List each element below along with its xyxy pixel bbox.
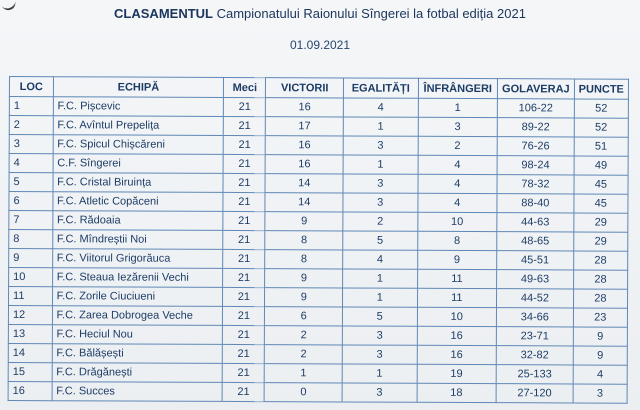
header-infrangeri: ÎNFRÂNGERI [418,78,498,98]
cell-meci: 21 [223,344,265,363]
cell-team: F.C. Drăgănești [52,363,223,383]
cell-victorii: 2 [265,345,343,364]
cell-victorii: 9 [265,269,343,288]
cell-loc: 9 [9,249,53,268]
cell-loc: 11 [8,287,52,306]
cell-egalitati: 3 [343,174,418,193]
cell-team: F.C. Steaua Iezărenii Vechi [52,268,223,288]
table-row [8,381,627,403]
cell-victorii: 8 [265,231,343,250]
cell-golaveraj: 23-71 [496,327,573,346]
cell-team: F.C. Atletic Copăceni [53,192,224,212]
cell-infrangeri: 4 [418,174,498,193]
cell-meci: 21 [223,192,265,211]
cell-meci: 21 [223,325,265,344]
cell-puncte: 45 [574,194,628,213]
cell-golaveraj: 76-26 [497,137,574,156]
cell-puncte: 28 [573,270,627,289]
cell-infrangeri: 18 [417,383,497,402]
cell-puncte: 29 [574,213,628,232]
cell-golaveraj: 49-63 [497,270,574,289]
cell-egalitati: 3 [342,326,417,345]
cell-victorii: 0 [265,383,343,402]
cell-team: F.C. Mîndreștii Noi [52,230,223,250]
cell-egalitati: 3 [342,345,417,364]
cell-puncte: 9 [573,346,627,365]
cell-golaveraj: 48-65 [497,232,574,251]
cell-egalitati: 3 [342,383,417,402]
cell-infrangeri: 3 [418,117,498,136]
cell-team: F.C. Bălășești [52,344,223,364]
cell-loc: 6 [9,192,53,211]
cell-loc: 3 [9,135,53,154]
cell-infrangeri: 9 [417,250,497,269]
cell-golaveraj: 78-32 [497,175,574,194]
header-golaveraj: GOLAVERAJ [497,79,574,99]
cell-infrangeri: 10 [417,212,497,231]
cell-puncte: 28 [573,289,627,308]
cell-puncte: 29 [573,232,627,251]
cell-golaveraj: 44-52 [497,289,574,308]
cell-team: F.C. Viitorul Grigorăuca [52,249,223,269]
cell-puncte: 52 [574,99,628,118]
cell-meci: 21 [223,135,265,154]
header-loc: LOC [9,77,53,97]
cell-loc: 13 [8,324,52,343]
header-meci: Meci [224,77,266,97]
cell-meci: 21 [223,287,265,306]
cell-victorii: 9 [265,212,343,231]
cell-victorii: 14 [265,193,343,212]
cell-loc: 14 [8,343,52,362]
cell-victorii: 16 [266,155,344,174]
cell-egalitati: 4 [343,250,418,269]
cell-egalitati: 5 [343,231,418,250]
cell-infrangeri: 4 [417,193,497,212]
cell-meci: 21 [223,211,265,230]
cell-loc: 2 [9,116,53,135]
cell-loc: 7 [9,211,53,230]
title-bold: CLASAMENTUL [114,6,213,21]
cell-egalitati: 4 [343,98,418,117]
cell-meci: 21 [223,154,265,173]
cell-puncte: 45 [574,175,628,194]
cell-loc: 10 [9,268,53,287]
cell-loc: 16 [8,381,52,400]
cell-egalitati: 3 [343,136,418,155]
cell-victorii: 14 [265,174,343,193]
cell-loc: 8 [9,230,53,249]
cell-meci: 21 [222,363,264,382]
cell-loc: 4 [9,154,53,173]
cell-meci: 21 [223,230,265,249]
cell-victorii: 17 [266,117,344,136]
title-rest: Campionatului Raionului Sîngerei la fotbal ediția 2021 [216,6,526,21]
cell-team: F.C. Succes [52,382,223,402]
cell-infrangeri: 16 [417,345,497,364]
cell-meci: 21 [223,306,265,325]
cell-infrangeri: 1 [418,98,498,117]
cell-victorii: 16 [266,136,344,155]
cell-puncte: 49 [574,156,628,175]
header-row [9,77,628,100]
cell-team: F.C. Zorile Ciuciueni [52,287,223,307]
cell-infrangeri: 11 [417,269,497,288]
cell-puncte: 51 [574,137,628,156]
cell-team: F.C. Pișcevic [53,97,224,117]
cell-egalitati: 1 [342,364,417,383]
cell-golaveraj: 98-24 [497,156,574,175]
cell-team: F.C. Avîntul Prepelița [53,116,224,136]
cell-puncte: 23 [573,308,627,327]
cell-meci: 21 [223,249,265,268]
cell-victorii: 8 [265,250,343,269]
cell-victorii: 6 [265,307,343,326]
cell-meci: 21 [223,173,265,192]
cell-golaveraj: 106-22 [497,99,574,118]
cell-team: F.C. Cristal Biruința [53,173,224,193]
cell-golaveraj: 32-82 [496,346,573,365]
cell-egalitati: 2 [343,212,418,231]
cell-golaveraj: 44-63 [497,213,574,232]
cell-loc: 12 [8,306,52,325]
cell-meci: 21 [222,382,264,401]
document-date: 01.09.2021 [289,38,351,52]
header-victorii: VICTORII [266,78,344,98]
cell-team: F.C. Spicul Chișcăreni [53,135,224,155]
cell-puncte: 4 [573,365,627,384]
cell-golaveraj: 25-133 [496,365,573,384]
cell-puncte: 52 [574,118,628,137]
cell-egalitati: 1 [343,269,418,288]
cell-puncte: 9 [573,327,627,346]
cell-meci: 21 [223,268,265,287]
cell-egalitati: 1 [343,288,418,307]
cell-golaveraj: 27-120 [496,384,573,403]
cell-loc: 1 [9,97,53,116]
cell-team: C.F. Sîngerei [53,154,224,174]
cell-golaveraj: 88-40 [497,194,574,213]
cell-loc: 15 [8,362,52,381]
cell-egalitati: 1 [343,155,418,174]
cell-victorii: 16 [266,98,344,117]
cell-infrangeri: 11 [417,288,497,307]
header-puncte: PUNCTE [574,79,628,99]
cell-golaveraj: 34-66 [496,308,573,327]
cell-golaveraj: 89-22 [497,118,574,137]
cell-egalitati: 3 [343,193,418,212]
cell-team: F.C. Heciul Nou [52,325,223,345]
cell-puncte: 28 [573,251,627,270]
document-title [0,6,640,21]
cell-infrangeri: 4 [418,155,498,174]
cell-team: F.C. Zarea Dobrogea Veche [52,306,223,326]
cell-infrangeri: 19 [417,364,497,383]
cell-victorii: 2 [265,326,343,345]
cell-infrangeri: 16 [417,326,497,345]
cell-infrangeri: 8 [417,231,497,250]
cell-infrangeri: 10 [417,307,497,326]
cell-victorii: 9 [265,288,343,307]
cell-golaveraj: 45-51 [497,251,574,270]
cell-meci: 21 [224,116,266,135]
header-egalitati: EGALITĂȚI [343,78,418,98]
cell-loc: 5 [9,173,53,192]
cell-meci: 21 [224,97,266,116]
cell-egalitati: 5 [342,307,417,326]
cell-infrangeri: 2 [418,136,498,155]
cell-team: F.C. Rădoaia [52,211,223,231]
header-team: ECHIPĂ [53,77,224,98]
cell-victorii: 1 [265,364,343,383]
cell-puncte: 3 [573,384,627,403]
cell-egalitati: 1 [343,117,418,136]
standings-table [8,76,629,404]
